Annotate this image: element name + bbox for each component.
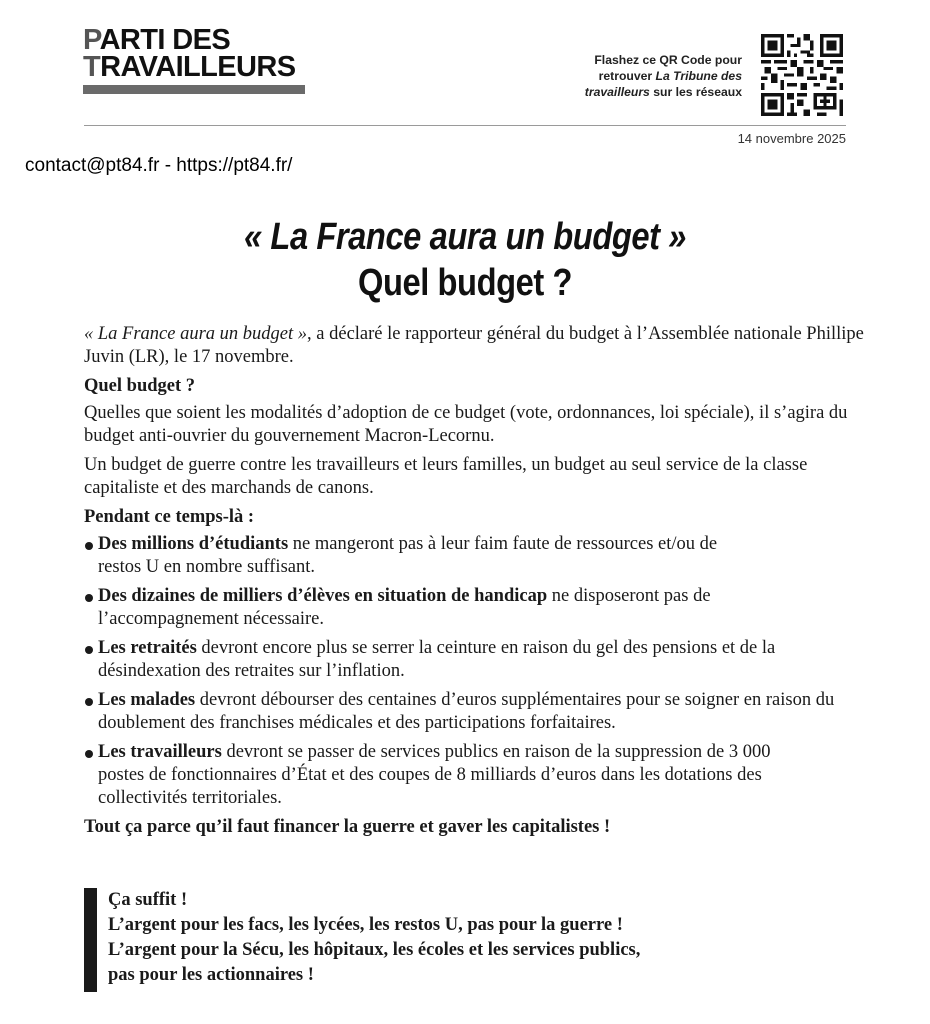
list-item-bold: Les retraités [98,638,197,658]
logo-text-1: ARTI DES [99,24,231,56]
publication-date: 14 novembre 2025 [737,131,846,146]
qr-caption [552,52,742,100]
list-item-bold: Les travailleurs [98,742,222,762]
paragraph-1: Quelles que soient les modalités d’adoption de ce budget (vote, ordonnances, loi spéciale), il s’agira du budget anti-ouvrier du gouvernement Macron-Lecornu. [84,403,848,446]
callout-bar [84,888,97,992]
list-item-bold: Des dizaines de milliers d’élèves en situation de handicap [98,586,548,606]
bullet-icon [85,698,93,706]
logo-text-2: RAVAILLEURS [100,51,296,83]
logo-initial-t: T [83,51,101,83]
bullet-icon [85,750,93,758]
qr-caption-part2: retrouver [598,69,656,83]
article-body [84,323,864,845]
list-item-text: devront débourser des centaines d’euros supplémentaires pour se soigner en raison du doublement des franchises médicales et des participations forfaitaires. [98,690,835,733]
callout-lines [108,888,640,988]
callout-line: Ça suffit ! [108,890,188,910]
party-logo [83,24,305,94]
list-item-text: ne disposeront pas de l’accompagnement nécessaire. [98,586,711,629]
qr-caption-part1: Flashez ce QR Code pour [594,53,742,67]
list-item [84,689,838,735]
logo-underline-bar [83,85,305,94]
lead-paragraph [84,323,864,369]
list-item-text: ne mangeront pas à leur faim faute de ressources et/ou de restos U en nombre suffisant. [98,534,718,577]
callout-line: L’argent pour la Sécu, les hôpitaux, les écoles et les services publics, [108,940,641,960]
bullet-icon [85,542,93,550]
contact-info[interactable]: contact@pt84.fr - https://pt84.fr/ [25,155,293,176]
closing-statement: Tout ça parce qu’il faut financer la guerre et gaver les capitalistes ! [84,817,611,837]
list-item [84,741,788,810]
list-item-bold: Les malades [98,690,196,710]
lead-text: , a déclaré le rapporteur général du budget à l’Assemblée nationale Phillipe Juvin (LR), le 17 novembre. [84,324,864,367]
callout-line: pas pour les actionnaires ! [108,965,314,985]
section-heading-pendant: Pendant ce temps-là : [84,507,255,527]
qr-caption-italic1: La Tribune des [655,69,742,83]
lead-quote: « La France aura un budget » [84,324,308,344]
list-item-text: devront se passer de services publics en raison de la suppression de 3 000 postes de fonctionnaires d’État et des coupes de 8 milliards d’euros dans les dotations des collectivités territoriales. [98,742,771,808]
qr-caption-italic2: travailleurs [584,85,650,99]
headline-line-2: Quel budget ? [357,262,573,304]
logo-line-1 [83,24,305,56]
qr-caption-part3: sur les réseaux [649,85,742,99]
bullet-icon [85,594,93,602]
headline-line-1: « La France aura un budget » [244,216,686,258]
header-divider [84,125,846,126]
callout-line: L’argent pour les facs, les lycées, les restos U, pas pour la guerre ! [108,915,623,935]
paragraph-2: Un budget de guerre contre les travailleurs et leurs familles, un budget au seul service de la classe capitaliste et des marchands de canons. [84,455,808,498]
section-heading-quel-budget: Quel budget ? [84,376,196,396]
list-item [84,637,798,683]
logo-initial-p: P [83,24,100,56]
qr-code-icon[interactable] [761,34,843,116]
list-item-text: devront encore plus se serrer la ceinture en raison du gel des pensions et de la désindexation des retraites sur l’inflation. [98,638,776,681]
logo-line-2 [83,51,305,83]
list-item-bold: Des millions d’étudiants [98,534,289,554]
bullet-icon [85,646,93,654]
list-item [84,585,758,631]
list-item [84,533,738,579]
consequences-list [84,533,864,810]
